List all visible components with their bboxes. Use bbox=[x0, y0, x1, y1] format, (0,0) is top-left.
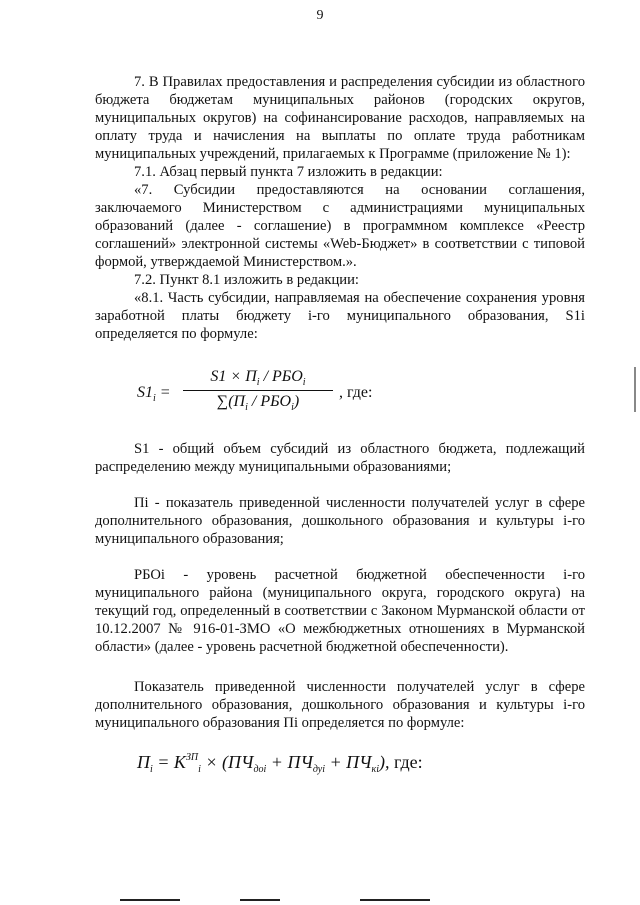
definition-s1: S1 - общий объем субсидий из областного бюджета, подлежащий распределению между муниципальными образованиями; bbox=[95, 441, 585, 475]
definition-pi: Пi - показатель приведенной численности получателей услуг в сфере дополнительного образования, дошкольного образования и культуры i-го муниципального образования; bbox=[95, 495, 585, 547]
formula-s1-denominator: $\sum(П_i / РБО_i)$ bbox=[216, 393, 300, 413]
main-text-block-2 bbox=[95, 440, 585, 732]
formula-s1-lhs: $S1_i$ = bbox=[137, 384, 171, 404]
formula-s1-where: , где: bbox=[339, 384, 373, 401]
main-text-block-1 bbox=[95, 73, 585, 343]
paragraph-item-7: 7. В Правилах предоставления и распределения субсидии из областного бюджета бюджетам муниципальных районов (городских округов, муниципальных округов) на софинансирование расходов, направляемых на оплату труда и начисления на выплаты по оплате труда работникам муниципальных учреждений, прилагаемых к Программе (приложение № 1): bbox=[95, 74, 585, 162]
scan-line-artifact bbox=[120, 899, 180, 901]
definition-rbo: РБОi - уровень расчетной бюджетной обеспеченности i-го муниципального района (муниципального округа, городского округа) на текущий год, определенный в соответствии с Законом Мурманской области от 10.12.2007 № 916-01-ЗМО «О межбюджетных отношениях в Мурманской области» (далее - уровень расчетной бюджетной обеспеченности). bbox=[95, 567, 585, 655]
paragraph-pi-intro: Показатель приведенной численности получателей услуг в сфере дополнительного образования, дошкольного образования и культуры i-го муниципального образования Пi определяется по формуле: bbox=[95, 679, 585, 731]
formula-s1-numerator: $S1 \times П_i / РБО_i$ bbox=[210, 368, 306, 388]
formula-s1-fraction bbox=[183, 368, 333, 413]
formula-pi: $П_i = K^{ЗП}_i \times (ПЧ_{доi} + ПЧ_{дуi} + ПЧ_{кi})$, где: bbox=[137, 752, 423, 775]
scan-margin-mark bbox=[634, 367, 636, 412]
paragraph-item-7-1: 7.1. Абзац первый пункта 7 изложить в редакции: bbox=[134, 164, 443, 180]
page-number: 9 bbox=[316, 8, 324, 23]
paragraph-item-7-2: 7.2. Пункт 8.1 изложить в редакции: bbox=[134, 272, 359, 288]
fraction-bar bbox=[183, 390, 333, 391]
scan-line-artifact bbox=[360, 899, 430, 901]
scan-line-artifact bbox=[240, 899, 280, 901]
paragraph-quoted-item-8-1: «8.1. Часть субсидии, направляемая на обеспечение сохранения уровня заработной платы бюджету i-го муниципального образования, S1i определяется по формуле: bbox=[95, 290, 585, 342]
paragraph-quoted-item-7: «7. Субсидии предоставляются на основании соглашения, заключаемого Министерством с администрациями муниципальных образований (далее - соглашение) в программном комплексе «Реестр соглашений» электронной системы «Web-Бюджет» в соответствии с типовой формой, утверждаемой Министерством.». bbox=[95, 182, 585, 270]
